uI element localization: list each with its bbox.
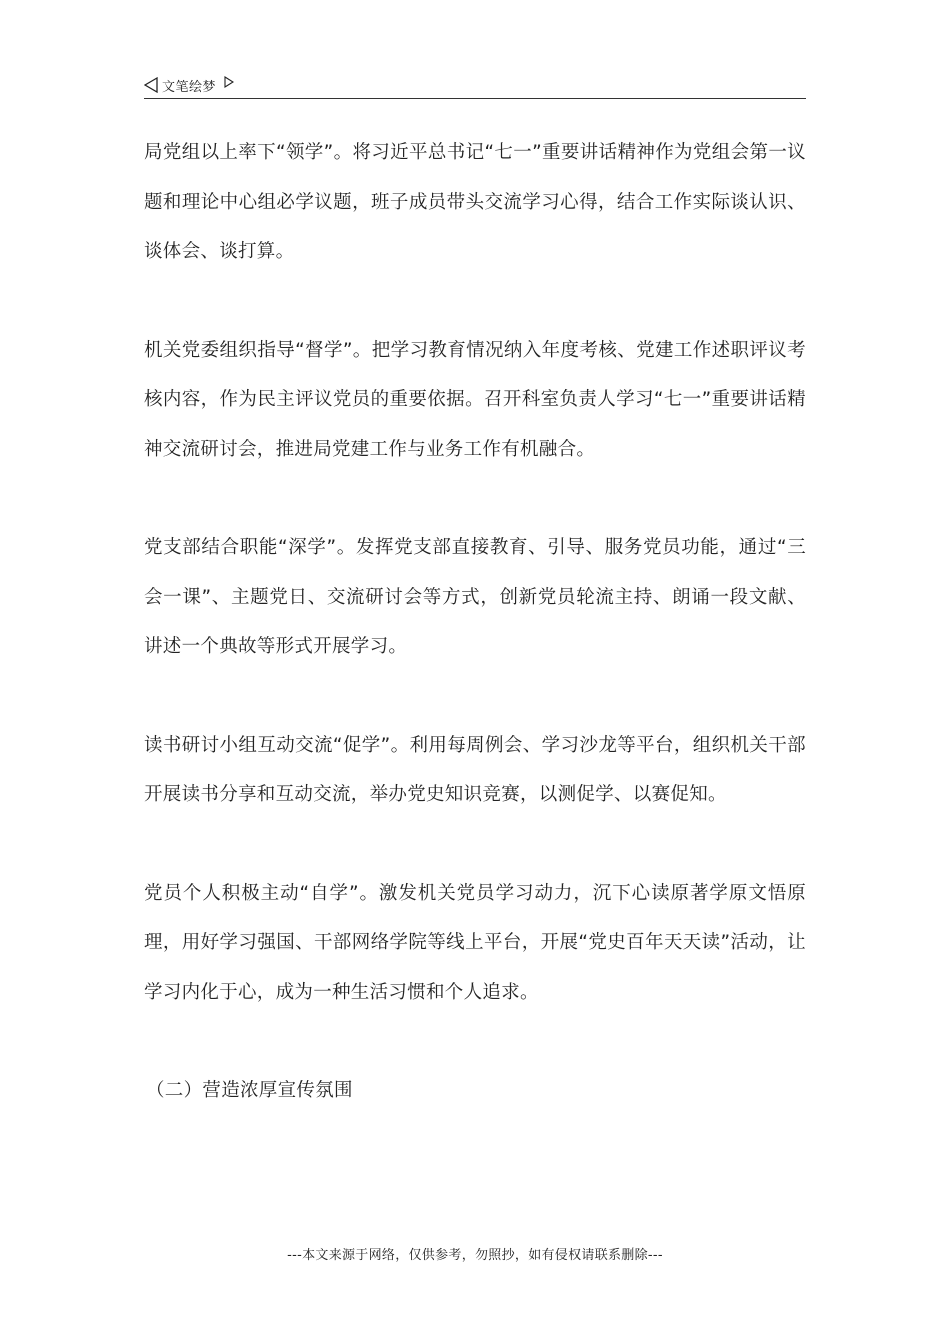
paragraph-shenxue: 党支部结合职能“深学”。发挥党支部直接教育、引导、服务党员功能，通过“三会一课”、主题党日、交流研讨会等方式，创新党员轮流主持、朗诵一段文献、讲述一个典故等形式开展学习。 <box>144 537 806 657</box>
paragraph-duxue: 机关党委组织指导“督学”。把学习教育情况纳入年度考核、党建工作述职评议考核内容，作为民主评议党员的重要依据。召开科室负责人学习“七一”重要讲话精神交流研讨会，推进局党建工作与业务工作有机融合。 <box>144 339 806 460</box>
header-title: 文笔绘梦 <box>162 79 217 95</box>
paragraph-zixue: 党员个人积极主动“自学”。激发机关党员学习动力，沉下心读原著学原文悟原理，用好学习强国、干部网络学院等线上平台，开展“党史百年天天读”活动，让学习内化于心，成为一种生活习惯和个人追求。 <box>144 882 806 1003</box>
triangle-right-icon <box>224 76 234 88</box>
section-heading: （二）营造浓厚宣传氛围 <box>146 1080 353 1101</box>
document-body <box>144 128 806 1116</box>
paragraph-lingxue: 局党组以上率下“领学”。将习近平总书记“七一”重要讲话精神作为党组会第一议题和理论中心组必学议题，班子成员带头交流学习心得，结合工作实际谈认识、谈体会、谈打算。 <box>144 142 806 262</box>
triangle-left-icon <box>144 77 158 93</box>
page-footer-disclaimer: ---本文来源于网络，仅供参考，勿照抄，如有侵权请联系删除--- <box>287 1248 663 1263</box>
page-header <box>144 72 806 99</box>
paragraph-cuxue: 读书研讨小组互动交流“促学”。利用每周例会、学习沙龙等平台，组织机关干部开展读书分享和互动交流，举办党史知识竞赛，以测促学、以赛促知。 <box>144 734 806 805</box>
